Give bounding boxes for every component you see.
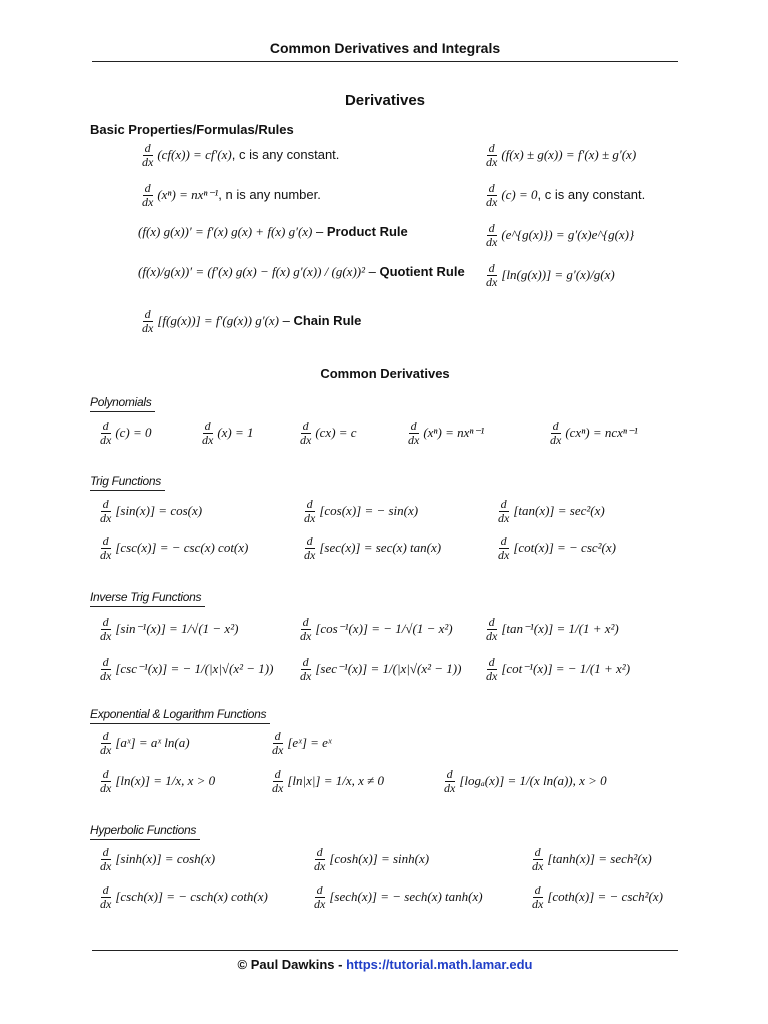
page-header-title: Common Derivatives and Integrals	[269, 40, 501, 56]
category-exp-log: Exponential & Logarithm Functions	[90, 707, 270, 724]
formula-poly-cxn: $\frac{d}{dx}$ (cxⁿ) = ncxⁿ⁻¹	[550, 419, 638, 447]
rule-sum-difference: $\frac{d}{dx}$ (f(x) ± g(x)) = f′(x) ± g′(x)	[486, 141, 637, 169]
rule-quotient: (f(x)/g(x))′ = (f′(x) g(x) − f(x) g′(x)) / (g(x))² – Quotient Rule	[138, 264, 465, 279]
rule-constant-multiple: $\frac{d}{dx}$ (cf(x)) = cf′(x), c is any constant.	[142, 141, 340, 169]
basic-rules-title: Basic Properties/Formulas/Rules	[90, 122, 294, 137]
section-title-derivatives: Derivatives	[344, 92, 426, 109]
formula-invtrig-arcsec: $\frac{d}{dx}$ [sec⁻¹(x)] = 1/(|x|√(x² − 1))	[300, 655, 462, 683]
formula-poly-x: $\frac{d}{dx}$ (x) = 1	[202, 419, 254, 447]
rule-power: $\frac{d}{dx}$ (xⁿ) = nxⁿ⁻¹, n is any number.	[142, 181, 321, 209]
rule-exponential-composite: $\frac{d}{dx}$ (e^{g(x)}) = g′(x)e^{g(x)}	[486, 221, 635, 249]
formula-poly-constant: $\frac{d}{dx}$ (c) = 0	[100, 419, 152, 447]
rule-constant: $\frac{d}{dx}$ (c) = 0, c is any constant.	[486, 181, 646, 209]
footer-rule	[92, 950, 678, 951]
formula-hyp-tanh: $\frac{d}{dx}$ [tanh(x)] = sech²(x)	[532, 845, 652, 873]
formula-trig-cos: $\frac{d}{dx}$ [cos(x)] = − sin(x)	[304, 497, 419, 525]
footer	[92, 957, 678, 972]
rule-chain: $\frac{d}{dx}$ [f(g(x))] = f′(g(x)) g′(x) – Chain Rule	[142, 307, 362, 335]
formula-hyp-csch: $\frac{d}{dx}$ [csch(x)] = − csch(x) coth(x)	[100, 883, 268, 911]
section-title-common-derivatives: Common Derivatives	[320, 366, 450, 381]
header-rule	[92, 61, 678, 62]
rule-log-composite: $\frac{d}{dx}$ [ln(g(x))] = g′(x)/g(x)	[486, 261, 615, 289]
formula-hyp-sech: $\frac{d}{dx}$ [sech(x)] = − sech(x) tanh(x)	[314, 883, 483, 911]
category-inverse-trig: Inverse Trig Functions	[90, 590, 205, 607]
formula-exp-e: $\frac{d}{dx}$ [eˣ] = eˣ	[272, 729, 332, 757]
formula-log-ln-abs: $\frac{d}{dx}$ [ln|x|] = 1/x, x ≠ 0	[272, 767, 385, 795]
formula-hyp-sinh: $\frac{d}{dx}$ [sinh(x)] = cosh(x)	[100, 845, 216, 873]
formula-poly-cx: $\frac{d}{dx}$ (cx) = c	[300, 419, 357, 447]
category-polynomials: Polynomials	[90, 395, 155, 412]
formula-trig-tan: $\frac{d}{dx}$ [tan(x)] = sec²(x)	[498, 497, 605, 525]
formula-exp-a: $\frac{d}{dx}$ [aˣ] = aˣ ln(a)	[100, 729, 190, 757]
formula-invtrig-arccot: $\frac{d}{dx}$ [cot⁻¹(x)] = − 1/(1 + x²)	[486, 655, 631, 683]
category-trig: Trig Functions	[90, 474, 165, 491]
formula-invtrig-arccos: $\frac{d}{dx}$ [cos⁻¹(x)] = − 1/√(1 − x²)	[300, 615, 453, 643]
formula-invtrig-arctan: $\frac{d}{dx}$ [tan⁻¹(x)] = 1/(1 + x²)	[486, 615, 619, 643]
category-hyperbolic: Hyperbolic Functions	[90, 823, 200, 840]
formula-invtrig-arcsin: $\frac{d}{dx}$ [sin⁻¹(x)] = 1/√(1 − x²)	[100, 615, 239, 643]
formula-hyp-cosh: $\frac{d}{dx}$ [cosh(x)] = sinh(x)	[314, 845, 430, 873]
rule-product: (f(x) g(x))′ = f′(x) g(x) + f(x) g′(x) – Product Rule	[138, 224, 408, 239]
formula-trig-sec: $\frac{d}{dx}$ [sec(x)] = sec(x) tan(x)	[304, 534, 442, 562]
footer-author: © Paul Dawkins -	[237, 957, 347, 972]
formula-log-ln: $\frac{d}{dx}$ [ln(x)] = 1/x, x > 0	[100, 767, 216, 795]
footer-link[interactable]: https://tutorial.math.lamar.edu	[346, 957, 533, 972]
formula-log-base-a: $\frac{d}{dx}$ [logₐ(x)] = 1/(x ln(a)), x > 0	[444, 767, 607, 795]
formula-trig-sin: $\frac{d}{dx}$ [sin(x)] = cos(x)	[100, 497, 203, 525]
formula-poly-xn: $\frac{d}{dx}$ (xⁿ) = nxⁿ⁻¹	[408, 419, 485, 447]
formula-invtrig-arccsc: $\frac{d}{dx}$ [csc⁻¹(x)] = − 1/(|x|√(x² − 1))	[100, 655, 274, 683]
formula-trig-csc: $\frac{d}{dx}$ [csc(x)] = − csc(x) cot(x)	[100, 534, 249, 562]
formula-hyp-coth: $\frac{d}{dx}$ [coth(x)] = − csch²(x)	[532, 883, 663, 911]
formula-trig-cot: $\frac{d}{dx}$ [cot(x)] = − csc²(x)	[498, 534, 616, 562]
